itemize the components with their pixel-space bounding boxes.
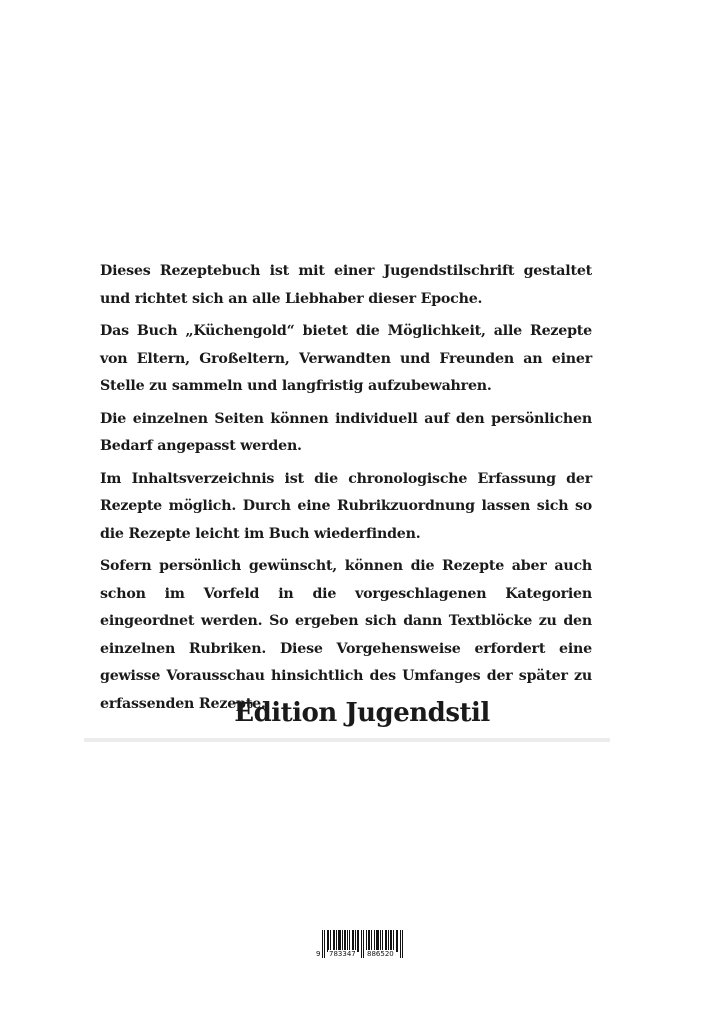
paragraph-categories: Sofern persönlich gewünscht, können die Rezepte aber auch schon im Vorfeld in die vorgeschlagenen Kategorien eingeordnet werden. So ergeben sich dann Textblöcke zu den einzelnen Rubriken. Diese Vorgehensweise erfordert eine gewisse Vorausschau hinsichtlich des Umfanges der später zu erfassenden Rezepte. bbox=[100, 558, 592, 712]
paragraph-pages: Die einzelnen Seiten können individuell auf den persönlichen Bedarf angepasst werden. bbox=[100, 410, 592, 454]
divider bbox=[84, 738, 610, 742]
paragraph-intro: Dieses Rezeptebuch ist mit einer Jugendstilschrift gestaltet und richtet sich an alle Liebhaber dieser Epoche. bbox=[100, 263, 592, 307]
barcode-digits bbox=[316, 950, 408, 960]
barcode-prefix: 9 bbox=[316, 950, 321, 958]
description-text bbox=[100, 258, 592, 723]
barcode-right-group: 886520 bbox=[367, 950, 394, 958]
paragraph-index: Im Inhaltsverzeichnis ist die chronologische Erfassung der Rezepte möglich. Durch eine Rubrikzuordnung lassen sich so die Rezepte leicht im Buch wiederfinden. bbox=[100, 470, 592, 542]
paragraph-kuechengold: Das Buch „Küchengold“ bietet die Möglichkeit, alle Rezepte von Eltern, Großeltern, Verwandten und Freunden an einer Stelle zu sammeln und langfristig aufzubewahren. bbox=[100, 323, 592, 394]
barcode-left-group: 783347 bbox=[329, 950, 356, 958]
edition-title: Edition Jugendstil bbox=[234, 698, 490, 728]
